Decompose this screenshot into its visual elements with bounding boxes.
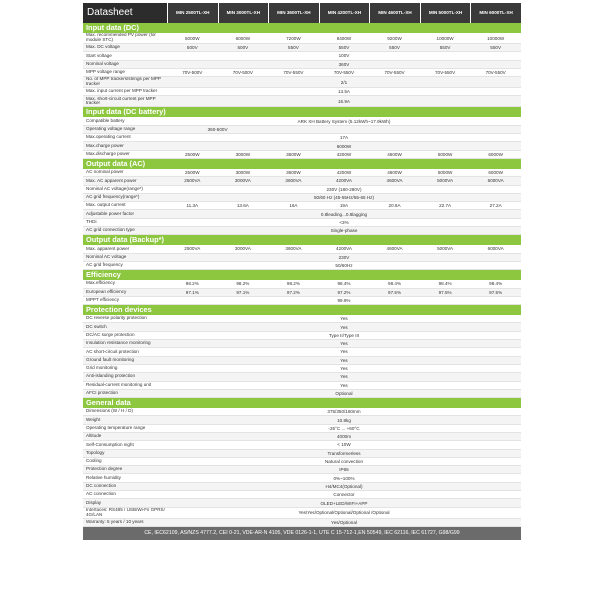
section-rows [83, 280, 521, 305]
model-header: MIN 6000TL-XH [470, 3, 521, 23]
table-row [83, 61, 521, 69]
table-row [83, 340, 521, 348]
row-value: H4/MC4(Optional) [325, 483, 363, 489]
row-label: DC reverse polarity protection [86, 315, 147, 321]
row-value: 98.2% [185, 281, 199, 287]
row-value: 550V [389, 45, 400, 51]
table-row [83, 382, 521, 390]
row-value: Connector [333, 492, 355, 498]
row-value: 10.8kg [337, 417, 351, 423]
table-row [83, 69, 521, 77]
row-value: 13.5A [337, 89, 350, 95]
table-row [83, 483, 521, 491]
row-label: Protection degree [86, 466, 123, 472]
row-value: 3600W [286, 170, 301, 176]
table-row [83, 348, 521, 356]
row-label: Compatible battery [86, 117, 125, 123]
row-value: 97.5% [388, 289, 402, 295]
datasheet-title: Datasheet [83, 3, 167, 23]
row-value: 13.6A [236, 203, 249, 209]
row-label: Max. recommended PV power (for module STC) [86, 33, 156, 42]
row-value: 3600VA [285, 246, 302, 252]
table-row [83, 44, 521, 52]
row-value: 550V [439, 45, 451, 51]
row-value: Yes [340, 374, 348, 380]
table-row [83, 408, 521, 416]
row-label: AC grid frequency(range*) [86, 194, 140, 200]
row-label: Max.operating current [86, 134, 131, 140]
row-value: 98.2% [236, 281, 250, 287]
row-value: 98.2% [286, 281, 300, 287]
row-label: AC grid frequency [86, 262, 123, 268]
table-row [83, 466, 521, 474]
row-value: 550V [338, 45, 350, 51]
row-label: Self-Consumption night [86, 441, 134, 447]
row-value: 4200VA [335, 178, 352, 184]
row-value: 375/350/160mm [327, 409, 361, 415]
row-value: 550V [490, 45, 502, 51]
row-value: 70V-500V [232, 70, 253, 76]
row-value: < 10W [337, 442, 351, 448]
row-value: Single-phase [330, 228, 358, 234]
certifications-footer: CE, IEC62109, AS/NZS 4777.2, CEI 0-21, VDE-AR-N 4105, VDE 0126-1-1, UTE C 15-712-1,EN 50549, IEC 62116, IEC 61727, G98/G99 [83, 527, 521, 540]
table-row [83, 134, 521, 142]
row-value: 98.4% [438, 281, 452, 287]
row-value: 22.7A [439, 203, 452, 209]
row-label: MPPT efficiency [86, 297, 120, 303]
datasheet-table [83, 3, 521, 540]
row-value: 10000W [487, 35, 505, 41]
row-value: 9200W [387, 35, 402, 41]
row-value: 100V [338, 53, 350, 59]
table-row [83, 519, 521, 527]
section-title: Efficiency [83, 270, 521, 280]
row-value: 98.4% [388, 281, 402, 287]
row-value: Transformerless [327, 450, 361, 456]
section-title: Output data (AC) [83, 159, 521, 169]
row-label: Dimensions (W / H / D) [86, 408, 133, 414]
row-value: 2500VA [184, 178, 201, 184]
row-value: 50/60 Hz (45-55Hz/55-65 Hz) [313, 195, 374, 200]
row-label: Weight [86, 416, 101, 422]
table-row [83, 373, 521, 381]
row-value: 230V [338, 254, 350, 260]
table-row [83, 245, 521, 253]
row-value: 5000W [185, 35, 200, 41]
row-value: Yes [340, 349, 348, 355]
section-rows [83, 408, 521, 527]
row-label: Operating voltage range [86, 126, 136, 132]
row-label: THDi [86, 218, 97, 224]
row-label: Nominal voltage [86, 60, 119, 66]
section-title: Input data (DC) [83, 23, 521, 33]
section-title: Protection devices [83, 305, 521, 315]
row-value: 3000VA [234, 178, 251, 184]
row-value: 2500W [185, 170, 200, 176]
row-label: Nominal AC voltage(range*) [86, 185, 143, 191]
row-label: Max. apparent power [86, 245, 130, 251]
row-value: 6000VA [487, 246, 504, 252]
row-value: 97.2% [337, 289, 351, 295]
table-header [83, 3, 521, 23]
row-label: Max. short-circuit current per MPP tracker [86, 96, 156, 106]
row-value: 97.5% [438, 289, 452, 295]
row-label: AFCI protection [86, 390, 118, 396]
row-value: 6000W [336, 143, 352, 149]
model-header: MIN 4600TL-XH [369, 3, 420, 23]
table-row [83, 390, 521, 398]
section-title: Output data (Backup*) [83, 235, 521, 245]
row-value: 500V [237, 45, 249, 51]
row-value: 27.2A [489, 203, 502, 209]
row-value: Yes [340, 341, 348, 347]
row-label: Max.discharge power [86, 150, 130, 156]
table-row [83, 323, 521, 331]
section-rows [83, 169, 521, 235]
row-value: 11.3A [186, 203, 199, 209]
section-title: Input data (DC battery) [83, 107, 521, 117]
table-row [83, 219, 521, 227]
row-value: 360V [338, 61, 350, 67]
row-label: Nominal AC voltage [86, 253, 127, 259]
row-value: 70V-550V [384, 70, 405, 76]
section-rows [83, 315, 521, 398]
row-value: 10000W [436, 35, 454, 41]
section-rows [83, 245, 521, 270]
table-row [83, 450, 521, 458]
row-value: 98.4% [337, 281, 351, 287]
table-row [83, 88, 521, 96]
row-value: 4000m [336, 434, 352, 440]
row-value: 16A [289, 203, 298, 209]
table-row [83, 254, 521, 262]
model-header: MIN 5000TL-XH [420, 3, 471, 23]
row-value: Natural convection [324, 459, 364, 465]
row-label: Ground fault monitoring [86, 356, 135, 362]
row-value: Yes/Optional [331, 519, 357, 525]
row-value: 2500W [185, 151, 200, 157]
row-value: 0.8leading...0.8lagging [320, 211, 368, 217]
table-row [83, 142, 521, 150]
row-value: 6000W [488, 151, 503, 157]
row-value: Yes [340, 366, 348, 372]
table-row [83, 77, 521, 88]
table-row [83, 315, 521, 323]
row-value: 97.1% [236, 289, 250, 295]
table-row [83, 177, 521, 185]
row-value: 3600VA [285, 178, 302, 184]
table-row [83, 210, 521, 218]
row-label: Insulation resistance monitoring [86, 340, 151, 346]
row-value: 2/1 [340, 79, 348, 85]
row-label: Adjustable power factor [86, 210, 135, 216]
table-row [83, 169, 521, 177]
row-value: 8400W [336, 35, 352, 41]
row-label: Max. AC apparent power [86, 177, 137, 183]
row-value: 98.4% [489, 281, 503, 287]
row-value: 70V-500V [182, 70, 203, 76]
row-label: DC switch [86, 323, 107, 329]
table-row [83, 491, 521, 499]
model-header: MIN 4200TL-XH [319, 3, 370, 23]
section-rows [83, 117, 521, 158]
table-row [83, 508, 521, 519]
row-value: -25°C ... +60°C [328, 425, 360, 431]
row-value: Type II/Type III [328, 332, 360, 338]
row-value: 3600W [286, 151, 301, 157]
row-value: 4600W [387, 151, 402, 157]
row-value: 5000W [437, 151, 453, 157]
row-value: 6000W [235, 35, 251, 41]
row-value: 550V [288, 45, 299, 51]
model-header: MIN 2500TL-XH [167, 3, 218, 23]
row-label: No. of MPP trackers/strings per MPP tracker [86, 77, 161, 87]
row-label: AC nominal power [86, 169, 124, 175]
table-row [83, 96, 521, 107]
row-label: Residual-current monitoring unit [86, 381, 152, 387]
row-value: 97.5% [489, 289, 503, 295]
row-value: Yes [340, 316, 348, 322]
row-label: Max. output current [86, 202, 126, 208]
row-value: 4600W [387, 170, 402, 176]
row-value: ARK XH Battery System (5.12kWh~17.9kWh) [297, 118, 391, 124]
row-label: European efficiency [86, 288, 127, 294]
table-row [83, 126, 521, 134]
table-row [83, 289, 521, 297]
row-value: 70V-550V [283, 70, 304, 76]
row-value: 3000W [235, 151, 251, 157]
row-label: Relative humidity [86, 474, 121, 480]
row-label: Operating temperature range [86, 424, 146, 430]
row-value: 99.9% [337, 297, 351, 303]
row-label: Grid monitoring [86, 365, 118, 371]
table-row [83, 52, 521, 60]
row-value: 4200VA [335, 246, 352, 252]
row-value: 7200W [286, 35, 301, 41]
table-row [83, 280, 521, 288]
row-label: Display [86, 499, 102, 505]
row-value: 4200W [336, 151, 352, 157]
row-value: Optional [335, 390, 353, 396]
row-value: 19A [339, 203, 349, 209]
row-label: Max. DC voltage [86, 44, 120, 50]
model-header: MIN 3000TL-XH [218, 3, 269, 23]
table-row [83, 416, 521, 424]
row-value: OLED+LED/WIFI+APP [320, 500, 368, 506]
row-value: 97.2% [286, 289, 300, 295]
row-value: <3% [339, 219, 349, 225]
table-row [83, 202, 521, 210]
table-row [83, 425, 521, 433]
row-label: AC grid connection type [86, 227, 135, 233]
table-row [83, 117, 521, 125]
row-value: 0%~100% [333, 475, 355, 481]
row-value: Yes [340, 324, 348, 330]
row-label: Topology [86, 449, 105, 455]
model-header: MIN 3600TL-XH [268, 3, 319, 23]
row-label: Warranty: 5 years / 10 years [86, 518, 144, 524]
row-value: Yes [340, 382, 348, 388]
row-value: 230V (180-280V) [326, 186, 362, 192]
row-value: 5000W [437, 170, 453, 176]
row-label: Max.charge power [86, 142, 124, 148]
row-value: 70V-550V [333, 70, 355, 76]
row-value: 70V-550V [485, 70, 506, 76]
row-label: Interfaces: RS485 / USB/Wi-Fi/ GPRS/ 4G/LAN [86, 507, 165, 517]
section-rows [83, 33, 521, 107]
table-row [83, 297, 521, 305]
row-value: 2500VA [184, 246, 201, 252]
row-value: 5000VA [437, 178, 454, 184]
table-row [83, 151, 521, 159]
row-value: Yes/Yes/Optional/Optional/Optional /Optional [298, 510, 390, 516]
row-value: 3000VA [234, 246, 251, 252]
row-value: 3000W [235, 170, 251, 176]
row-value: 97.1% [185, 289, 199, 295]
table-row [83, 474, 521, 482]
row-value: IP65 [339, 467, 349, 473]
row-label: MPP voltage range [86, 69, 125, 75]
row-value: 5000VA [437, 246, 454, 252]
row-label: DC/AC surge protection [86, 331, 135, 337]
table-body [83, 23, 521, 527]
table-row [83, 433, 521, 441]
table-row [83, 262, 521, 270]
table-row [83, 332, 521, 340]
row-value: 17A [339, 135, 349, 141]
table-row [83, 357, 521, 365]
row-value: 6000VA [487, 178, 504, 184]
row-value: 4600VA [386, 246, 403, 252]
table-row [83, 186, 521, 194]
row-value: Yes [340, 357, 348, 363]
row-label: Max.efficiency [86, 280, 116, 286]
section-title: General data [83, 398, 521, 408]
row-value: 16.9A [337, 98, 350, 104]
row-value: 4200W [336, 170, 352, 176]
table-row [83, 499, 521, 507]
table-row [83, 33, 521, 44]
row-value: 500V [186, 45, 198, 51]
row-value: 6000W [488, 170, 503, 176]
row-label: Anti-islanding protection [86, 373, 136, 379]
row-value [268, 126, 521, 133]
row-label: AC short-circuit protection [86, 348, 139, 354]
row-value: 70V-550V [435, 70, 456, 76]
row-label: DC connection [86, 483, 117, 488]
table-row [83, 441, 521, 449]
row-label: Max. input current per MPP tracker [86, 88, 158, 94]
row-label: Altitude [86, 433, 102, 439]
row-label: Cooling [86, 458, 102, 464]
table-row [83, 227, 521, 235]
row-value: 20.9A [388, 203, 401, 209]
table-row [83, 458, 521, 466]
row-value: 50/60Hz [335, 263, 353, 269]
row-label: Start voltage [86, 52, 112, 58]
table-row [83, 194, 521, 202]
row-value: 4600VA [386, 178, 403, 184]
row-value: 360-500V [207, 126, 228, 132]
row-label: AC connection [86, 491, 116, 497]
table-row [83, 365, 521, 373]
